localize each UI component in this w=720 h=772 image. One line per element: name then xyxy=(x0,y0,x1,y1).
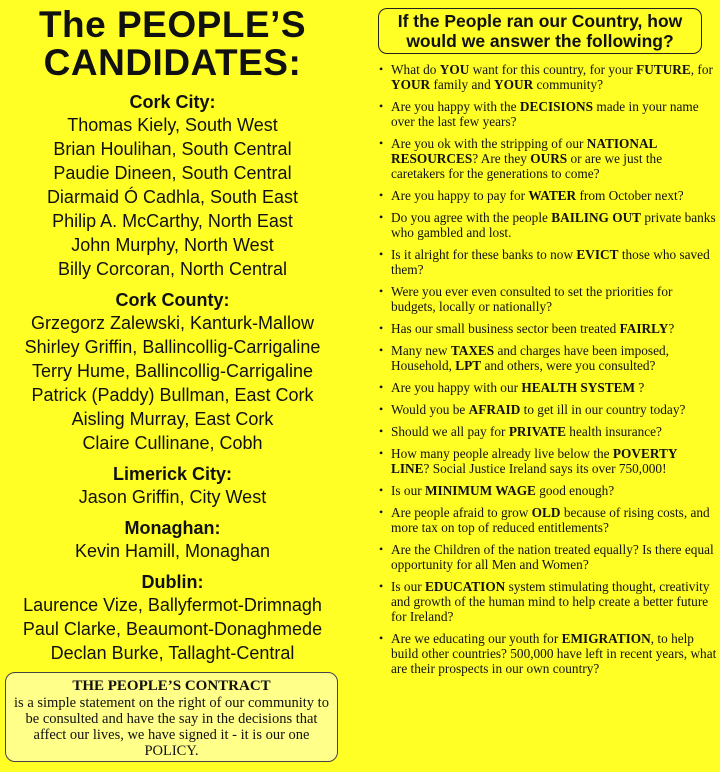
question-text xyxy=(391,247,710,277)
question-item xyxy=(364,188,718,203)
question-segment: Are you ok with the stripping of our xyxy=(391,136,587,151)
question-text xyxy=(391,446,677,476)
bullet-icon: • xyxy=(379,136,384,150)
candidate-entry: Billy Corcoran, North Central xyxy=(57,259,288,279)
question-text xyxy=(391,99,699,129)
contract-title: THE PEOPLE’S CONTRACT xyxy=(72,678,271,694)
bullet-icon: • xyxy=(379,446,384,460)
question-segment: ? Are they xyxy=(472,151,531,166)
question-segment: private banks who gambled and lost. xyxy=(391,210,716,240)
candidate-entry: Kevin Hamill, Monaghan xyxy=(74,541,271,561)
question-emphasis: YOUR xyxy=(494,77,534,92)
question-text xyxy=(391,284,672,314)
question-segment: to get ill in our country today? xyxy=(520,402,686,417)
question-item xyxy=(364,579,718,624)
candidate-entry: Jason Griffin, City West xyxy=(78,487,267,507)
question-emphasis: FAIRLY xyxy=(619,321,669,336)
question-text xyxy=(391,210,716,240)
question-emphasis: AFRAID xyxy=(468,402,521,417)
bullet-icon: • xyxy=(379,188,384,202)
question-item xyxy=(364,247,718,277)
question-item xyxy=(364,343,718,373)
region-heading: Cork City: xyxy=(129,92,216,112)
question-emphasis: BAILING OUT xyxy=(551,210,642,225)
question-emphasis: OURS xyxy=(530,151,568,166)
question-segment: ? xyxy=(668,321,675,336)
question-segment: How many people already live below the xyxy=(391,446,613,461)
question-segment: Are you happy to pay for xyxy=(391,188,529,203)
bullet-icon: • xyxy=(379,247,384,261)
bullet-icon: • xyxy=(379,631,384,645)
question-item xyxy=(364,99,718,129)
candidate-entry: Paul Clarke, Beaumont-Donaghmede xyxy=(22,619,323,639)
question-emphasis: POVERTY LINE xyxy=(391,446,677,476)
question-segment: good enough? xyxy=(535,483,615,498)
question-segment: Are the Children of the nation treated equally? Is there equal opportunity for all Men and Women? xyxy=(391,542,714,572)
candidate-entry: Patrick (Paddy) Bullman, East Cork xyxy=(31,385,314,405)
question-item xyxy=(364,380,718,395)
question-item xyxy=(364,284,718,314)
region-heading: Monaghan: xyxy=(124,518,221,538)
bullet-icon: • xyxy=(379,579,384,593)
region-heading: Cork County: xyxy=(115,290,230,310)
bullet-icon: • xyxy=(379,505,384,519)
page-title: The PEOPLE’S CANDIDATES: xyxy=(38,4,307,83)
question-item xyxy=(364,321,718,336)
question-emphasis: HEALTH SYSTEM xyxy=(521,380,636,395)
bullet-icon: • xyxy=(379,284,384,298)
question-emphasis: OLD xyxy=(531,505,561,520)
question-item xyxy=(364,210,718,240)
candidate-regions xyxy=(0,91,345,665)
question-segment: system stimulating thought, creativity and growth of the human mind to help create a better future for Ireland? xyxy=(391,579,710,624)
question-text xyxy=(391,505,710,535)
candidate-entry: Diarmaid Ó Cadhla, South East xyxy=(46,187,299,207)
bullet-icon: • xyxy=(379,402,384,416)
question-item xyxy=(364,446,718,476)
question-segment: Is it alright for these banks to now xyxy=(391,247,577,262)
candidate-entry: Brian Houlihan, South Central xyxy=(53,139,292,159)
question-segment: community? xyxy=(533,77,603,92)
bullet-icon: • xyxy=(379,542,384,556)
candidate-entry: Terry Hume, Ballincollig-Carrigaline xyxy=(31,361,314,381)
question-item xyxy=(364,542,718,572)
candidate-entry: Claire Cullinane, Cobh xyxy=(82,433,263,453)
question-text xyxy=(391,424,662,439)
question-segment: What do xyxy=(391,62,440,77)
candidate-entry: Philip A. McCarthy, North East xyxy=(52,211,293,231)
question-segment: Is our xyxy=(391,483,425,498)
question-segment: health insurance? xyxy=(565,424,662,439)
question-segment: made in your name over the last few years? xyxy=(391,99,699,129)
bullet-icon: • xyxy=(379,424,384,438)
question-segment: and others, were you consulted? xyxy=(481,358,656,373)
question-segment: Are we educating our youth for xyxy=(391,631,562,646)
bullet-icon: • xyxy=(379,210,384,224)
question-text xyxy=(391,136,662,181)
question-text xyxy=(391,62,713,92)
region-heading: Limerick City: xyxy=(112,464,233,484)
question-segment: , for xyxy=(690,62,713,77)
question-emphasis: NATIONAL RESOURCES xyxy=(391,136,657,166)
bullet-icon: • xyxy=(379,321,384,335)
region-heading: Dublin: xyxy=(141,572,204,592)
candidate-entry: Laurence Vize, Ballyfermot-Drimnagh xyxy=(23,595,322,615)
question-item xyxy=(364,631,718,676)
question-emphasis: YOU xyxy=(439,62,470,77)
question-text xyxy=(391,343,669,373)
question-segment: Do you agree with the people xyxy=(391,210,552,225)
question-segment: Were you ever even consulted to set the priorities for budgets, locally or nationally? xyxy=(391,284,673,314)
question-segment: Many new xyxy=(391,343,451,358)
question-emphasis: PRIVATE xyxy=(508,424,566,439)
question-segment: ? Social Justice Ireland says its over 750,000! xyxy=(423,461,667,476)
bullet-icon: • xyxy=(379,62,384,76)
question-text xyxy=(391,631,716,676)
question-segment: want for this country, for your xyxy=(469,62,637,77)
question-item xyxy=(364,402,718,417)
question-segment: those who saved them? xyxy=(391,247,710,277)
question-segment: , to help build other countries? 500,000 have left in recent years, what are their prospects in our own country? xyxy=(391,631,717,676)
bullet-icon: • xyxy=(379,483,384,497)
question-segment: family and xyxy=(430,77,495,92)
question-item xyxy=(364,483,718,498)
question-item xyxy=(364,136,718,181)
question-item xyxy=(364,505,718,535)
question-segment: and charges have been imposed, Household, xyxy=(391,343,669,373)
bullet-icon: • xyxy=(379,99,384,113)
candidate-entry: John Murphy, North West xyxy=(71,235,274,255)
candidate-entry: Thomas Kiely, South West xyxy=(67,115,278,135)
question-emphasis: EMIGRATION xyxy=(561,631,651,646)
question-text xyxy=(391,542,714,572)
question-text xyxy=(391,579,710,624)
question-segment: Are you happy with our xyxy=(391,380,522,395)
candidate-entry: Shirley Griffin, Ballincollig-Carrigaline xyxy=(24,337,321,357)
question-segment: Are people afraid to grow xyxy=(391,505,532,520)
questions-list xyxy=(364,62,718,683)
questions-column xyxy=(360,0,720,772)
question-segment: from October next? xyxy=(576,188,684,203)
question-text xyxy=(391,188,684,203)
question-segment: because of rising costs, and more tax on top of reduced entitlements? xyxy=(391,505,710,535)
bullet-icon: • xyxy=(379,380,384,394)
question-segment: Has our small business sector been treated xyxy=(391,321,620,336)
contract-text: is a simple statement on the right of our community to be consulted and have the say in the decisions that affect our lives, we have signed it - it is our one POLICY. xyxy=(14,695,329,759)
question-segment: ? xyxy=(635,380,645,395)
question-emphasis: EVICT xyxy=(576,247,619,262)
question-item xyxy=(364,424,718,439)
candidate-entry: Grzegorz Zalewski, Kanturk-Mallow xyxy=(30,313,315,333)
candidate-entry: Declan Burke, Tallaght-Central xyxy=(50,643,295,663)
question-segment: Are you happy with the xyxy=(391,99,520,114)
peoples-contract-box xyxy=(5,672,338,762)
question-segment: Should we all pay for xyxy=(391,424,509,439)
question-emphasis: WATER xyxy=(528,188,577,203)
candidates-column xyxy=(0,0,345,772)
question-segment: or are we just the caretakers for the generations to come? xyxy=(391,151,663,181)
question-emphasis: MINIMUM WAGE xyxy=(424,483,536,498)
bullet-icon: • xyxy=(379,343,384,357)
candidate-entry: Paudie Dineen, South Central xyxy=(53,163,292,183)
question-emphasis: TAXES xyxy=(450,343,495,358)
question-emphasis: FUTURE xyxy=(636,62,691,77)
question-emphasis: LPT xyxy=(455,358,482,373)
question-text xyxy=(391,380,644,395)
question-segment: Would you be xyxy=(391,402,469,417)
question-segment: Is our xyxy=(391,579,425,594)
question-text xyxy=(391,402,685,417)
candidate-entry: Aisling Murray, East Cork xyxy=(71,409,274,429)
question-emphasis: EDUCATION xyxy=(424,579,506,594)
question-text xyxy=(391,483,614,498)
questions-header: If the People ran our Country, how would we answer the following? xyxy=(378,8,702,54)
question-item xyxy=(364,62,718,92)
question-emphasis: YOUR xyxy=(391,77,431,92)
question-emphasis: DECISIONS xyxy=(519,99,594,114)
question-text xyxy=(391,321,674,336)
